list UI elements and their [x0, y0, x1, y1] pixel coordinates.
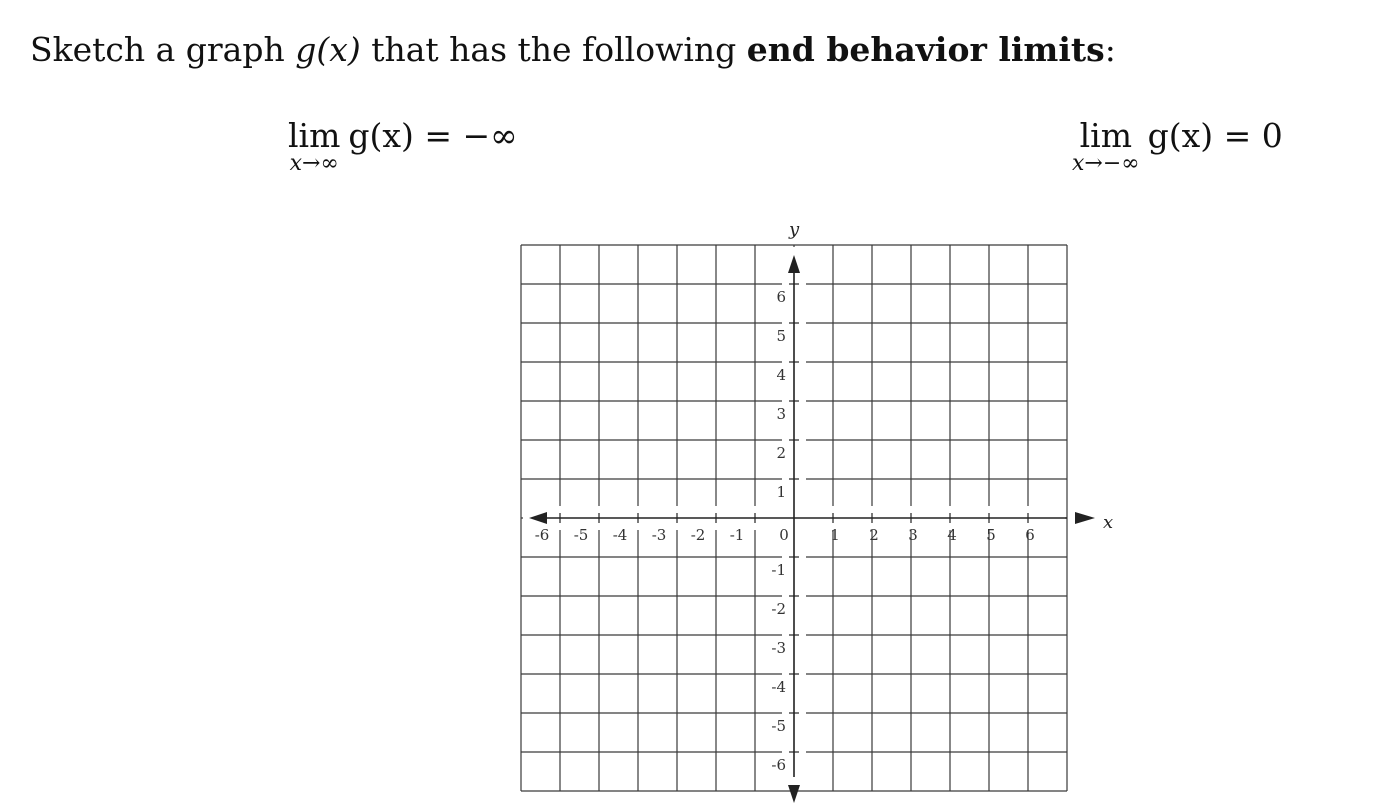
x-tick-label: 3	[908, 526, 918, 544]
y-tick-label: -2	[771, 600, 786, 618]
x-tick-label: -1	[729, 526, 745, 544]
x-tick-label: 2	[869, 526, 879, 544]
limit-operator	[1072, 116, 1140, 176]
x-tick-label: 4	[947, 526, 957, 544]
limit-expression: g(x) = −∞	[348, 116, 518, 155]
y-tick-label: -5	[771, 717, 786, 735]
limit-operator	[288, 116, 340, 176]
limit-expression: g(x) = 0	[1147, 116, 1283, 155]
prompt-function: g(x)	[295, 30, 361, 69]
lim-word: lim	[288, 116, 341, 155]
grid-svg	[500, 215, 1114, 805]
lim-subscript: x→−∞	[1072, 151, 1140, 176]
prompt-bold-phrase: end behavior limits	[746, 30, 1105, 69]
x-tick-label: -6	[534, 526, 550, 544]
x-axis-right-arrow-icon	[1075, 512, 1095, 524]
x-axis-label: x	[1103, 512, 1114, 533]
x-tick-label: 5	[986, 526, 996, 544]
y-tick-label: -4	[771, 678, 786, 696]
y-axis-label: y	[789, 219, 800, 240]
y-tick-label: 6	[776, 288, 786, 306]
x-tick-label: 6	[1025, 526, 1035, 544]
y-tick-label: 3	[776, 405, 786, 423]
origin-label: 0	[779, 526, 789, 544]
y-tick-label: 2	[776, 444, 786, 462]
lim-subscript: x→∞	[289, 151, 339, 176]
x-tick-label: -4	[612, 526, 628, 544]
x-tick-label: -2	[690, 526, 706, 544]
x-tick-label: 1	[830, 526, 840, 544]
lim-word: lim	[1079, 116, 1132, 155]
y-tick-label: 4	[776, 366, 786, 384]
coordinate-grid	[500, 215, 1114, 805]
limit-x-to-infinity	[288, 116, 518, 176]
axes	[523, 247, 1095, 803]
prompt-text-middle: that has the following	[360, 30, 747, 69]
y-tick-label: 5	[776, 327, 786, 345]
x-tick-label: -3	[651, 526, 667, 544]
problem-prompt	[30, 24, 1116, 76]
limit-x-to-negative-infinity	[1072, 116, 1283, 176]
y-tick-label: -3	[771, 639, 786, 657]
y-tick-label: 1	[776, 483, 786, 501]
y-tick-label: -6	[771, 756, 786, 774]
x-tick-label: -5	[573, 526, 589, 544]
y-axis-down-arrow-icon	[788, 785, 800, 803]
y-tick-label: -1	[771, 561, 786, 579]
prompt-text-after: :	[1104, 30, 1116, 69]
prompt-text-before: Sketch a graph	[30, 30, 296, 69]
